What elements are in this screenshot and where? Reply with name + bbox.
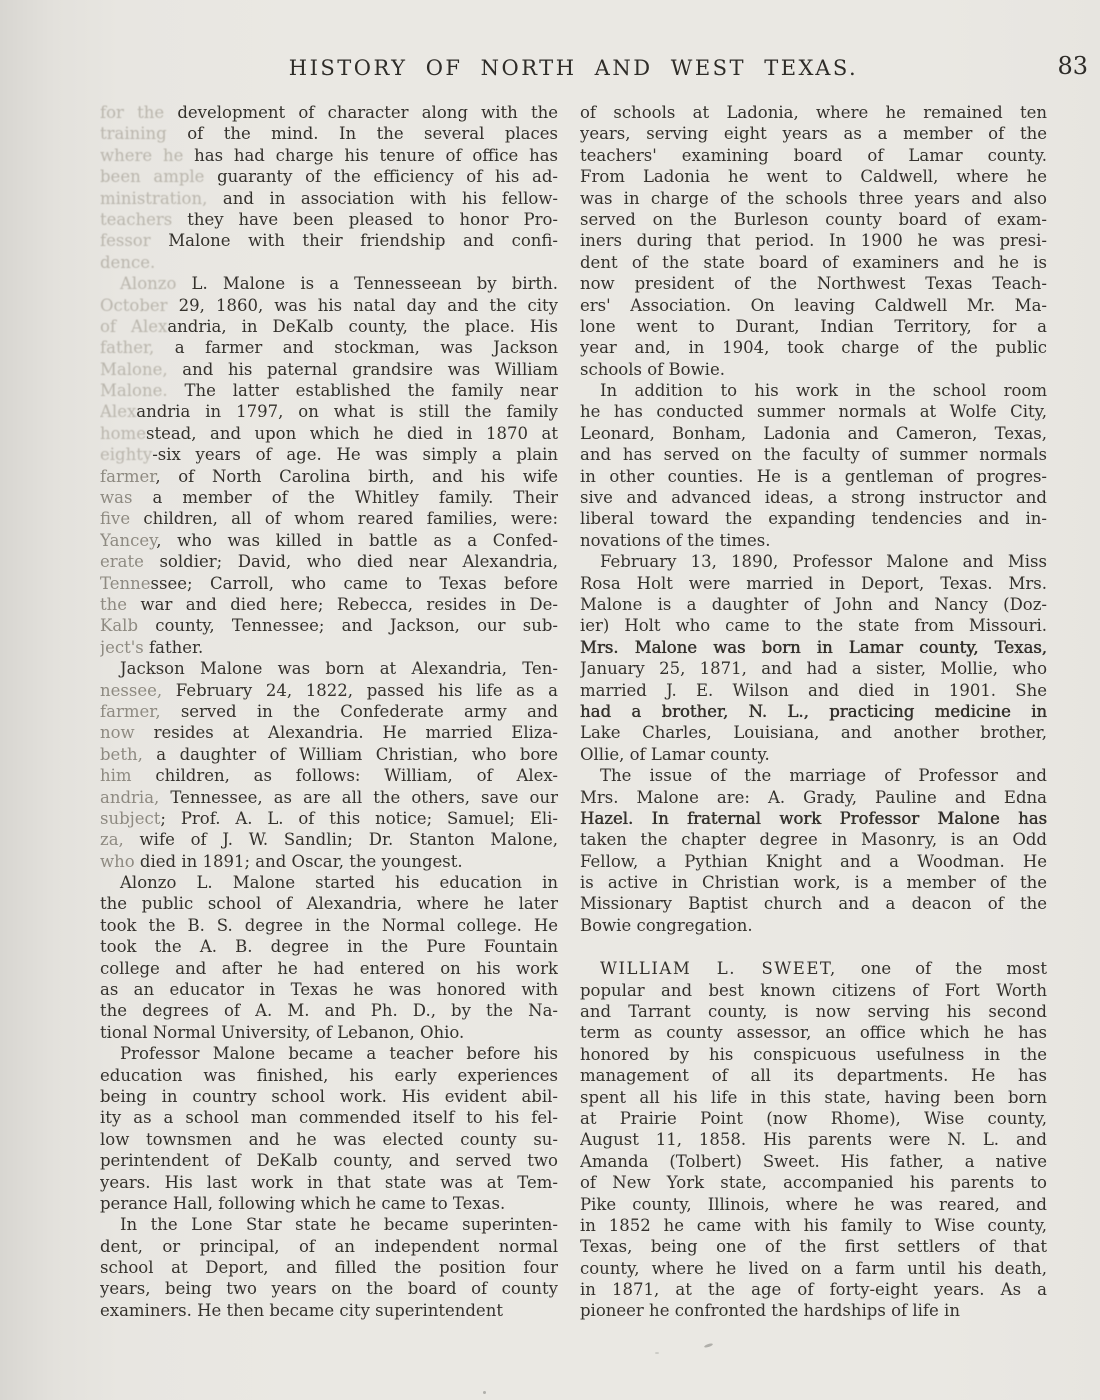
text-line: of Alexandria, in DeKalb county, the place. His (100, 316, 558, 336)
text-line: five children, all of whom reared families, were: (100, 509, 558, 529)
faded-text: now (100, 723, 135, 743)
paragraph (100, 102, 558, 273)
text-line: novations of the times. (580, 530, 771, 550)
column-left (100, 102, 558, 1322)
faded-text: za, (100, 830, 124, 850)
text-line: farmer, of North Carolina birth, and his wife (100, 466, 558, 486)
scan-speck (704, 1343, 713, 1349)
text-line: married J. E. Wilson and died in 1901. She (580, 680, 1047, 700)
faded-text: erate (100, 552, 144, 572)
text-line: farmer, served in the Confederate army and (100, 701, 558, 721)
text-line: pioneer he confronted the hardships of life in (580, 1301, 960, 1321)
paragraph (580, 380, 1047, 551)
text-line: Alonzo L. Malone is a Tennesseean by birth. (120, 274, 558, 294)
faded-text: him (100, 766, 132, 786)
text-line: beth, a daughter of William Christian, who bore (100, 744, 558, 764)
text-line: subject; Prof. A. L. of this notice; Samuel; Eli- (100, 808, 558, 828)
text-line: examiners. He then became city superintendent (100, 1300, 503, 1320)
text-line: Rosa Holt were married in Deport, Texas. Mrs. (580, 573, 1047, 593)
faded-text: home (100, 423, 146, 443)
faded-text: Tenne (100, 573, 151, 593)
text-line: ject's father. (100, 637, 204, 657)
faded-text: farmer, (100, 701, 161, 721)
faded-text: ministration, (100, 188, 208, 208)
text-line: the public school of Alexandria, where he later (100, 894, 558, 914)
paragraph (100, 1043, 558, 1214)
text-line: years. His last work in that state was at Tem- (100, 1172, 558, 1192)
text-line: schools of Bowie. (580, 359, 725, 379)
text-line: Malone. The latter established the family near (100, 381, 558, 401)
text-line: been ample guaranty of the efficiency of his ad- (100, 167, 558, 187)
text-line: tional Normal University, of Lebanon, Ohio. (100, 1022, 465, 1042)
text-line: Kalb county, Tennessee; and Jackson, our sub- (100, 616, 558, 636)
text-line: iners during that period. In 1900 he was presi- (580, 231, 1047, 251)
faded-text: Kalb (100, 616, 139, 636)
faded-text: Malone, (100, 359, 168, 379)
text-line: as an educator in Texas he was honored with (100, 980, 558, 1000)
text-line: had a brother, N. L., practicing medicine in (580, 701, 1047, 721)
text-line: in other counties. He is a gentleman of progres- (580, 466, 1047, 486)
text-line: of schools at Ladonia, where he remained ten (580, 103, 1047, 122)
text-line: nessee, February 24, 1822, passed his life as a (100, 680, 558, 700)
text-line: served on the Burleson county board of exam- (580, 209, 1047, 229)
faded-text: was (100, 488, 133, 508)
page-header (100, 56, 1047, 80)
faded-text: subject (100, 808, 161, 828)
text-line: Leonard, Bonham, Ladonia and Cameron, Texas, (580, 423, 1047, 443)
text-line: teachers they have been pleased to honor Pro- (100, 209, 558, 229)
faded-text: eighty (100, 445, 153, 465)
faded-text: Malone. (100, 381, 168, 401)
text-line: Pike county, Illinois, where he was reared, and (580, 1194, 1047, 1214)
faded-text: Alonzo (120, 274, 177, 294)
text-line: liberal toward the expanding tendencies and in- (580, 509, 1047, 529)
text-line: fessor Malone with their friendship and confi- (100, 231, 558, 251)
text-line: January 25, 1871, and had a sister, Mollie, who (580, 659, 1047, 679)
text-line: ministration, and in association with his fellow- (100, 188, 558, 208)
text-line: now resides at Alexandria. He married Eliza- (100, 723, 558, 743)
faded-text: the (100, 594, 128, 614)
text-line: being in country school work. His evident abil- (100, 1086, 558, 1106)
text-line: Amanda (Tolbert) Sweet. His father, a native (580, 1151, 1047, 1171)
text-line: Yancey, who was killed in battle as a Confed- (100, 530, 558, 550)
text-line: Texas, being one of the first settlers of that (580, 1237, 1047, 1257)
person-name-caps: WILLIAM L. SWEET, (600, 959, 837, 979)
text-line: Malone, and his paternal grandsire was William (100, 359, 558, 379)
text-line: andria, Tennessee, as are all the others, save our (100, 787, 558, 807)
text-line: In addition to his work in the school room (600, 381, 1047, 401)
text-line: county, where he lived on a farm until his death, (580, 1258, 1047, 1278)
faded-text: beth, (100, 744, 143, 764)
text-line: dent, or principal, of an independent normal (100, 1236, 558, 1256)
text-line: Jackson Malone was born at Alexandria, Ten- (120, 659, 558, 679)
text-line: Lake Charles, Louisiana, and another brother, (580, 723, 1047, 743)
faded-text: ject's (100, 637, 144, 657)
text-line: dent of the state board of examiners and he is (580, 252, 1047, 272)
text-line: The issue of the marriage of Professor and (600, 766, 1047, 786)
text-line: of New York state, accompanied his parents to (580, 1173, 1047, 1193)
paragraph (580, 551, 1047, 765)
text-line: him children, as follows: William, of Alex- (100, 766, 558, 786)
faded-text: nessee, (100, 680, 163, 700)
text-line: ity as a school man commended itself to his fel- (100, 1108, 558, 1128)
faded-text: Alex (100, 402, 137, 422)
text-line: perance Hall, following which he came to Texas. (100, 1193, 506, 1213)
text-line: Tennessee; Carroll, who came to Texas before (100, 573, 558, 593)
faded-text: andria, (100, 787, 160, 807)
text-line: Bowie congregation. (580, 915, 753, 935)
text-line: WILLIAM L. SWEET, one of the most (600, 959, 1047, 979)
text-line: Mrs. Malone are: A. Grady, Pauline and Edna (580, 787, 1047, 807)
paragraph (580, 102, 1047, 380)
text-line: ers' Association. On leaving Caldwell Mr. Ma- (580, 295, 1047, 315)
text-line: at Prairie Point (now Rhome), Wise county, (580, 1108, 1047, 1128)
text-line: and Tarrant county, is now serving his second (580, 1002, 1047, 1022)
text-line: Fellow, a Pythian Knight and a Woodman. He (580, 851, 1047, 871)
text-line: Alexandria in 1797, on what is still the family (100, 402, 558, 422)
text-line: From Ladonia he went to Caldwell, where he (580, 167, 1047, 187)
text-line: ier) Holt who came to the state from Missouri. (580, 616, 1047, 636)
text-line: spent all his life in this state, having been born (580, 1087, 1047, 1107)
text-line: Malone is a daughter of John and Nancy (Doz- (580, 594, 1047, 614)
text-line: year and, in 1904, took charge of the public (580, 338, 1047, 358)
faded-text: dence. (100, 252, 156, 272)
text-line (100, 252, 558, 273)
text-line: perintendent of DeKalb county, and served two (100, 1151, 558, 1171)
column-right (580, 102, 1047, 1322)
text-block (100, 102, 1047, 1322)
text-line: training of the mind. In the several places (100, 124, 558, 144)
text-line: he has conducted summer normals at Wolfe City, (580, 402, 1047, 422)
text-line: eighty-six years of age. He was simply a plain (100, 445, 558, 465)
paragraph (580, 765, 1047, 936)
faded-text: fessor (100, 231, 151, 251)
text-line: term as county assessor, an office which he has (580, 1023, 1047, 1043)
faded-text: teachers (100, 209, 173, 229)
faded-text: five (100, 509, 131, 529)
text-line: popular and best known citizens of Fort Worth (580, 980, 1047, 1000)
faded-text: October (100, 295, 168, 315)
paragraph (100, 273, 558, 658)
text-line: the degrees of A. M. and Ph. D., by the Na- (100, 1001, 558, 1021)
text-line: February 13, 1890, Professor Malone and Miss (600, 552, 1047, 572)
text-line: was in charge of the schools three years and also (580, 188, 1047, 208)
page-header-title: HISTORY OF NORTH AND WEST TEXAS. (288, 56, 859, 80)
faded-text: been ample (100, 167, 205, 187)
text-line: taken the chapter degree in Masonry, is an Odd (580, 830, 1047, 850)
text-line: for the development of character along with the (100, 103, 558, 122)
text-line: low townsmen and he was elected county su- (100, 1129, 558, 1149)
text-line: Ollie, of Lamar county. (580, 744, 770, 764)
text-line: erate soldier; David, who died near Alexandria, (100, 552, 558, 572)
text-line: honored by his conspicuous usefulness in the (580, 1044, 1047, 1064)
faded-text: who (100, 851, 135, 871)
text-line: za, wife of J. W. Sandlin; Dr. Stanton Malone, (100, 830, 558, 850)
text-line: August 11, 1858. His parents were N. L. and (580, 1130, 1047, 1150)
faded-text: of Alex (100, 316, 168, 336)
text-line: was a member of the Whitley family. Their (100, 488, 558, 508)
text-line: in 1871, at the age of forty-eight years. As a (580, 1280, 1047, 1300)
faded-text: Yancey (100, 530, 157, 550)
text-line: the war and died here; Rebecca, resides in De- (100, 594, 558, 614)
text-line: Mrs. Malone was born in Lamar county, Texas, (580, 637, 1047, 657)
text-line: in 1852 he came with his family to Wise county, (580, 1215, 1047, 1235)
faded-text: where he (100, 145, 184, 165)
text-line: management of all its departments. He has (580, 1066, 1047, 1086)
text-line: took the A. B. degree in the Pure Fountain (100, 937, 558, 957)
faded-text: farmer (100, 466, 156, 486)
paragraph (100, 1214, 558, 1321)
text-line: took the B. S. degree in the Normal college. He (100, 915, 558, 935)
text-line: is active in Christian work, is a member of the (580, 873, 1047, 893)
text-line: Professor Malone became a teacher before his (120, 1044, 558, 1064)
text-line: Hazel. In fraternal work Professor Malone has (580, 808, 1047, 828)
text-line: teachers' examining board of Lamar county. (580, 145, 1047, 165)
text-line: who died in 1891; and Oscar, the youngest. (100, 851, 463, 871)
text-line: father, a farmer and stockman, was Jackson (100, 338, 558, 358)
scan-speck (483, 1391, 486, 1394)
text-line: Alonzo L. Malone started his education in (120, 873, 558, 893)
paragraph (100, 872, 558, 1043)
text-line: In the Lone Star state he became superinten- (120, 1215, 558, 1235)
text-line: now president of the Northwest Texas Teach- (580, 274, 1047, 294)
page-number: 83 (1057, 52, 1088, 80)
text-line: Missionary Baptist church and a deacon of the (580, 894, 1047, 914)
text-line: lone went to Durant, Indian Territory, for a (580, 316, 1047, 336)
text-line: school at Deport, and filled the position four (100, 1258, 558, 1278)
faded-text: training (100, 124, 167, 144)
faded-text: for the (100, 103, 165, 122)
text-line: education was finished, his early experiences (100, 1065, 558, 1085)
text-line: years, serving eight years as a member of the (580, 124, 1047, 144)
text-line: years, being two years on the board of county (100, 1279, 558, 1299)
scan-speck (655, 1352, 659, 1354)
text-line: October 29, 1860, was his natal day and the city (100, 295, 558, 315)
text-line: college and after he had entered on his work (100, 958, 558, 978)
paragraph (100, 658, 558, 872)
text-line: and has served on the faculty of summer normals (580, 445, 1047, 465)
text-line: homestead, and upon which he died in 1870 at (100, 423, 558, 443)
text-line: sive and advanced ideas, a strong instructor and (580, 488, 1047, 508)
paragraph (580, 958, 1047, 1322)
faded-text: father, (100, 338, 155, 358)
text-line: where he has had charge his tenure of office has (100, 145, 558, 165)
